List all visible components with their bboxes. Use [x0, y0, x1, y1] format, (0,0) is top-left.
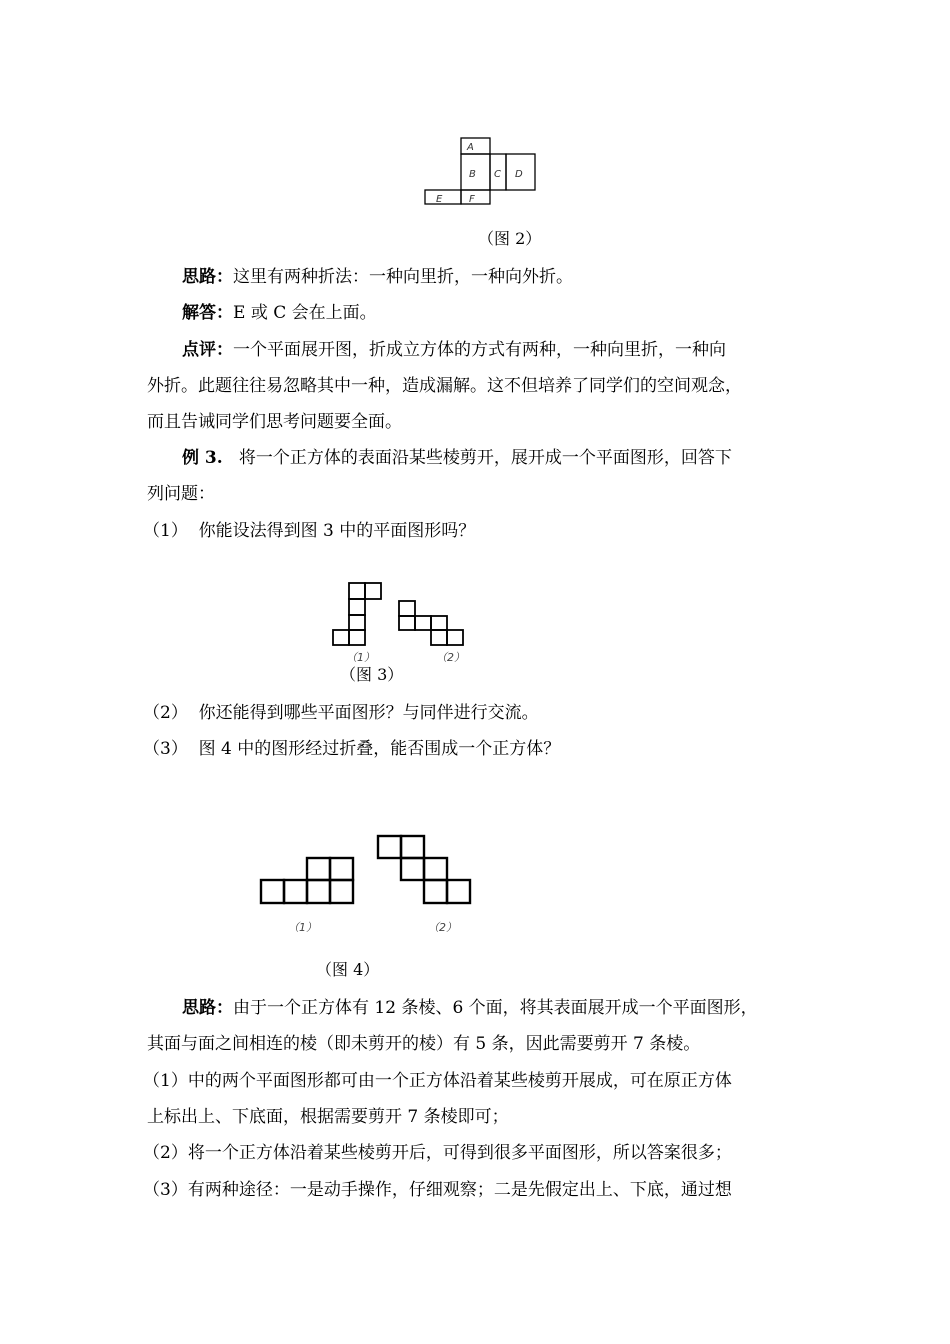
ex3-q3-text: 图 4 中的图形经过折叠，能否围成一个正方体？	[198, 739, 561, 759]
net-label-a: A	[467, 142, 474, 153]
fig4-net2-cell	[401, 836, 424, 858]
ex3-solution-p1-line1: （1）中的两个平面图形都可由一个正方体沿着某些棱剪开展成，可在原正方体	[143, 1071, 732, 1091]
ex2-comment-label: 点评：	[182, 340, 233, 360]
ex3-solution-label: 思路：	[182, 998, 233, 1018]
net-label-b: B	[469, 169, 476, 180]
net-label-e: E	[436, 194, 443, 205]
fig4-net1-cell	[261, 880, 284, 903]
fig4-net2-cell	[378, 836, 401, 858]
ex2-thinking-text: 这里有两种折法：一种向里折，一种向外折。	[233, 267, 573, 287]
ex2-answer-text: E 或 C 会在上面。	[233, 303, 377, 323]
ex2-comment-line3: 而且告诫同学们思考问题要全面。	[147, 412, 402, 432]
fig4-net1-cell	[307, 858, 330, 880]
ex3-label: 例 3.	[182, 448, 223, 468]
fig4-net2-cell	[447, 880, 470, 903]
ex2-thinking-label: 思路：	[182, 267, 233, 287]
figure-3-caption: （图 3）	[340, 665, 404, 684]
net-label-f: F	[469, 194, 475, 205]
figure-4-caption: （图 4）	[316, 960, 380, 979]
fig4-sub-label-1: （1）	[288, 921, 317, 934]
ex3-solution-line1	[182, 997, 758, 1019]
ex3-solution-line2: 其面与面之间相连的棱（即未剪开的棱）有 5 条，因此需要剪开 7 条棱。	[147, 1034, 701, 1054]
ex3-solution-p1-line2: 上标出上、下底面，根据需要剪开 7 条棱即可；	[147, 1107, 509, 1127]
ex3-q1-number: （1）	[143, 521, 188, 541]
ex2-comment-line2: 外折。此题往往易忽略其中一种，造成漏解。这不但培养了同学们的空间观念，	[147, 376, 742, 396]
fig4-net1-cell	[330, 880, 353, 903]
ex3-q1-text: 你能设法得到图 3 中的平面图形吗？	[198, 521, 476, 541]
ex3-solution-text-1: 由于一个正方体有 12 条棱、6 个面，将其表面展开成一个平面图形，	[233, 998, 758, 1018]
ex3-solution-p2: （2）将一个正方体沿着某些棱剪开后，可得到很多平面图形，所以答案很多；	[143, 1143, 732, 1163]
ex3-solution-p3: （3）有两种途径：一是动手操作，仔细观察；二是先假定出上、下底，通过想	[143, 1180, 732, 1200]
fig4-net2-cell	[424, 858, 447, 880]
fig4-net1-cell	[307, 880, 330, 903]
ex3-q3-number: （3）	[143, 739, 188, 759]
ex2-comment-text-1: 一个平面展开图，折成立方体的方式有两种，一种向里折，一种向	[233, 340, 726, 360]
fig4-net1-cell	[284, 880, 307, 903]
ex3-intro-text-1: 将一个正方体的表面沿某些棱剪开，展开成一个平面图形，回答下	[238, 448, 732, 468]
fig3-sub-label-1: （1）	[346, 651, 375, 664]
ex2-answer-label: 解答：	[182, 303, 233, 323]
ex3-q2-number: （2）	[143, 703, 188, 723]
net-label-c: C	[494, 169, 501, 180]
fig3-sub-label-2: （2）	[436, 651, 465, 664]
net-label-d: D	[515, 169, 523, 180]
figure-2-caption: （图 2）	[478, 229, 542, 248]
fig4-sub-label-2: （2）	[428, 921, 457, 934]
fig4-net2-cell	[424, 880, 447, 903]
ex3-intro-line2: 列问题：	[147, 484, 215, 504]
fig4-net2-cell	[401, 858, 424, 880]
ex3-q2-text: 你还能得到哪些平面图形？与同伴进行交流。	[198, 703, 539, 723]
fig4-net1-cell	[330, 858, 353, 880]
